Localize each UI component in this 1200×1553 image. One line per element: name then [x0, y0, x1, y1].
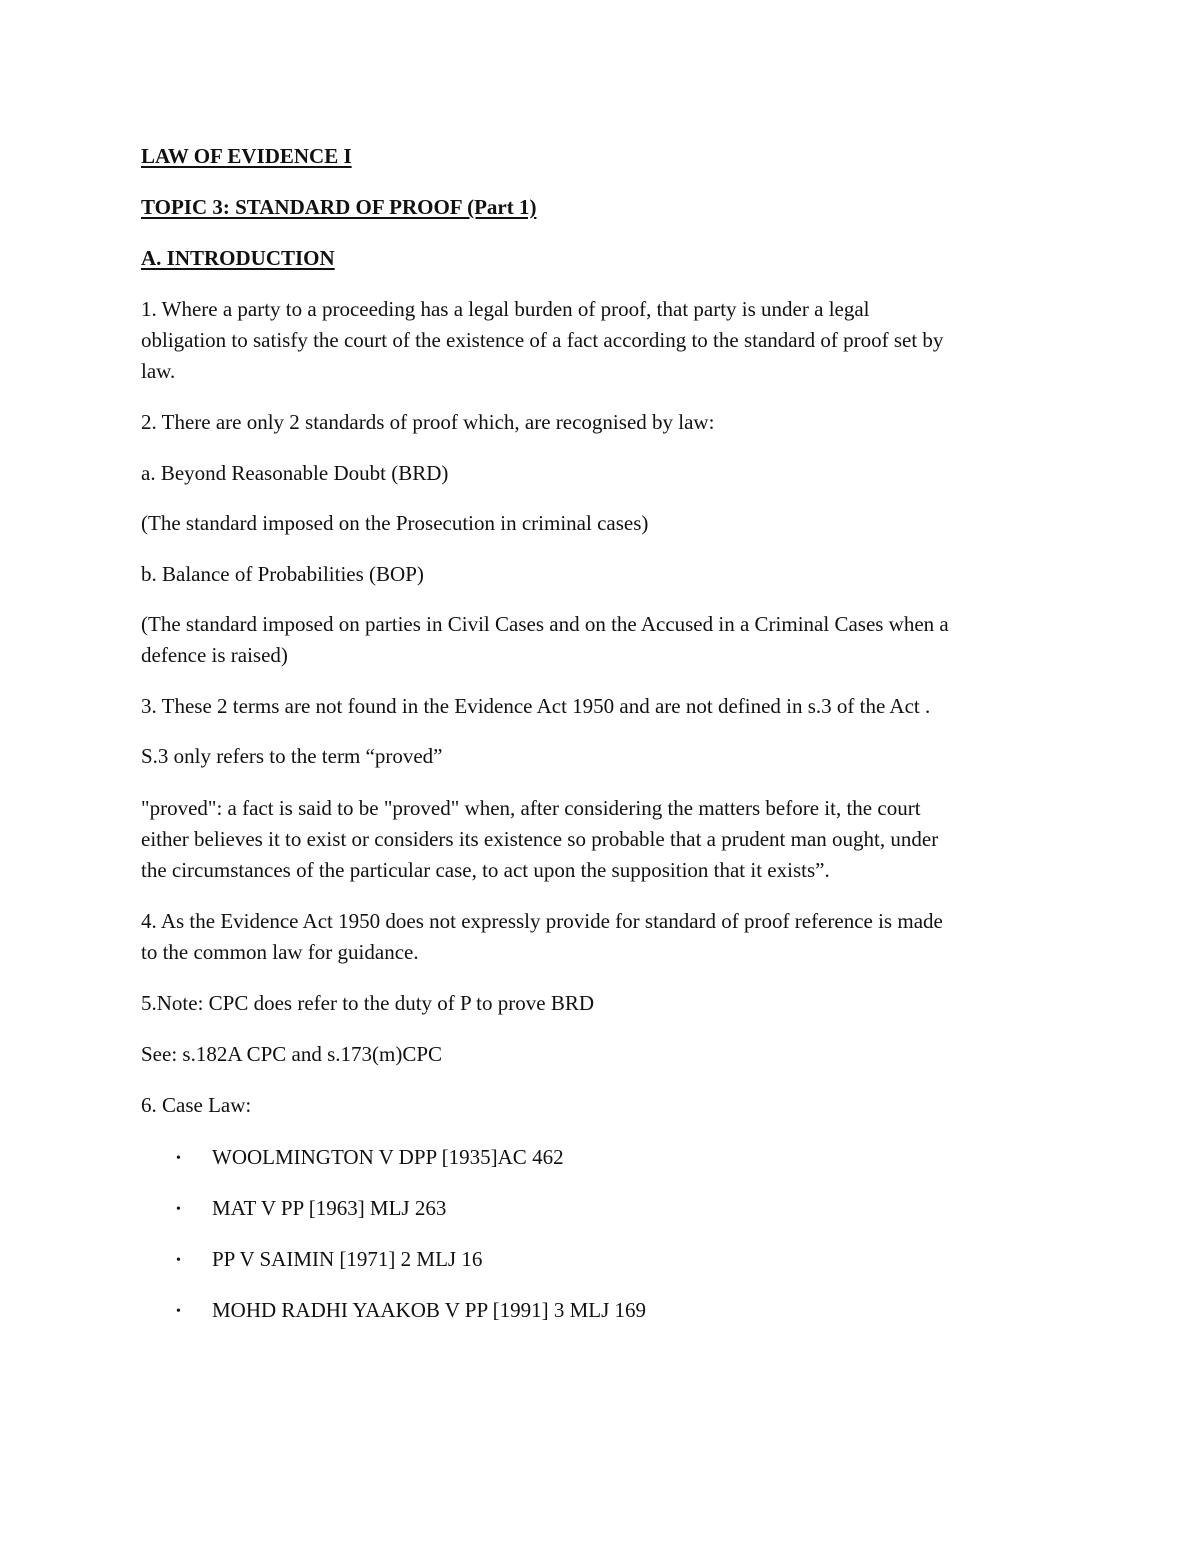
document-title: LAW OF EVIDENCE I — [141, 144, 352, 168]
standard-a-note: (The standard imposed on the Prosecution in criminal cases) — [141, 511, 649, 535]
see-reference: See: s.182A CPC and s.173(m)CPC — [141, 1042, 443, 1066]
case-citation: MAT V PP [1963] MLJ 263 — [212, 1196, 447, 1220]
proved-definition-line: "proved": a fact is said to be "proved" when, after considering the matters before it, the court — [141, 796, 921, 820]
paragraph-3: 3. These 2 terms are not found in the Evidence Act 1950 and are not defined in s.3 of the Act . — [141, 694, 931, 718]
case-list-item — [176, 1142, 564, 1174]
case-citation: PP V SAIMIN [1971] 2 MLJ 16 — [212, 1247, 483, 1271]
case-law-heading: 6. Case Law: — [141, 1093, 252, 1117]
case-list-item — [176, 1193, 446, 1225]
paragraph-1-line: obligation to satisfy the court of the existence of a fact according to the standard of proof set by — [141, 328, 944, 352]
bullet-icon: • — [176, 1151, 181, 1166]
proved-definition-line: the circumstances of the particular case, to act upon the supposition that it exists”. — [141, 858, 830, 882]
paragraph-5: 5.Note: CPC does refer to the duty of P to prove BRD — [141, 991, 595, 1015]
bullet-icon: • — [176, 1202, 181, 1217]
standard-b-note-line: defence is raised) — [141, 643, 288, 667]
proved-definition-line: either believes it to exist or considers its existence so probable that a prudent man ought, under — [141, 827, 939, 851]
paragraph-4-line: to the common law for guidance. — [141, 940, 419, 964]
section-3-reference: S.3 only refers to the term “proved” — [141, 744, 443, 768]
topic-heading: TOPIC 3: STANDARD OF PROOF (Part 1) — [141, 195, 537, 219]
section-heading: A. INTRODUCTION — [141, 246, 335, 270]
paragraph-4-line: 4. As the Evidence Act 1950 does not expressly provide for standard of proof reference is made — [141, 909, 943, 933]
standard-b-note-line: (The standard imposed on parties in Civil Cases and on the Accused in a Criminal Cases when a — [141, 612, 949, 636]
standard-a: a. Beyond Reasonable Doubt (BRD) — [141, 461, 449, 485]
case-list-item — [176, 1244, 482, 1276]
case-citation: WOOLMINGTON V DPP [1935]AC 462 — [212, 1145, 564, 1169]
bullet-icon: • — [176, 1253, 181, 1268]
paragraph-1-line: law. — [141, 359, 176, 383]
case-list-item — [176, 1295, 646, 1327]
paragraph-1-line: 1. Where a party to a proceeding has a legal burden of proof, that party is under a legal — [141, 297, 870, 321]
standard-b: b. Balance of Probabilities (BOP) — [141, 562, 424, 586]
paragraph-2: 2. There are only 2 standards of proof which, are recognised by law: — [141, 410, 715, 434]
bullet-icon: • — [176, 1304, 181, 1319]
case-citation: MOHD RADHI YAAKOB V PP [1991] 3 MLJ 169 — [212, 1298, 647, 1322]
